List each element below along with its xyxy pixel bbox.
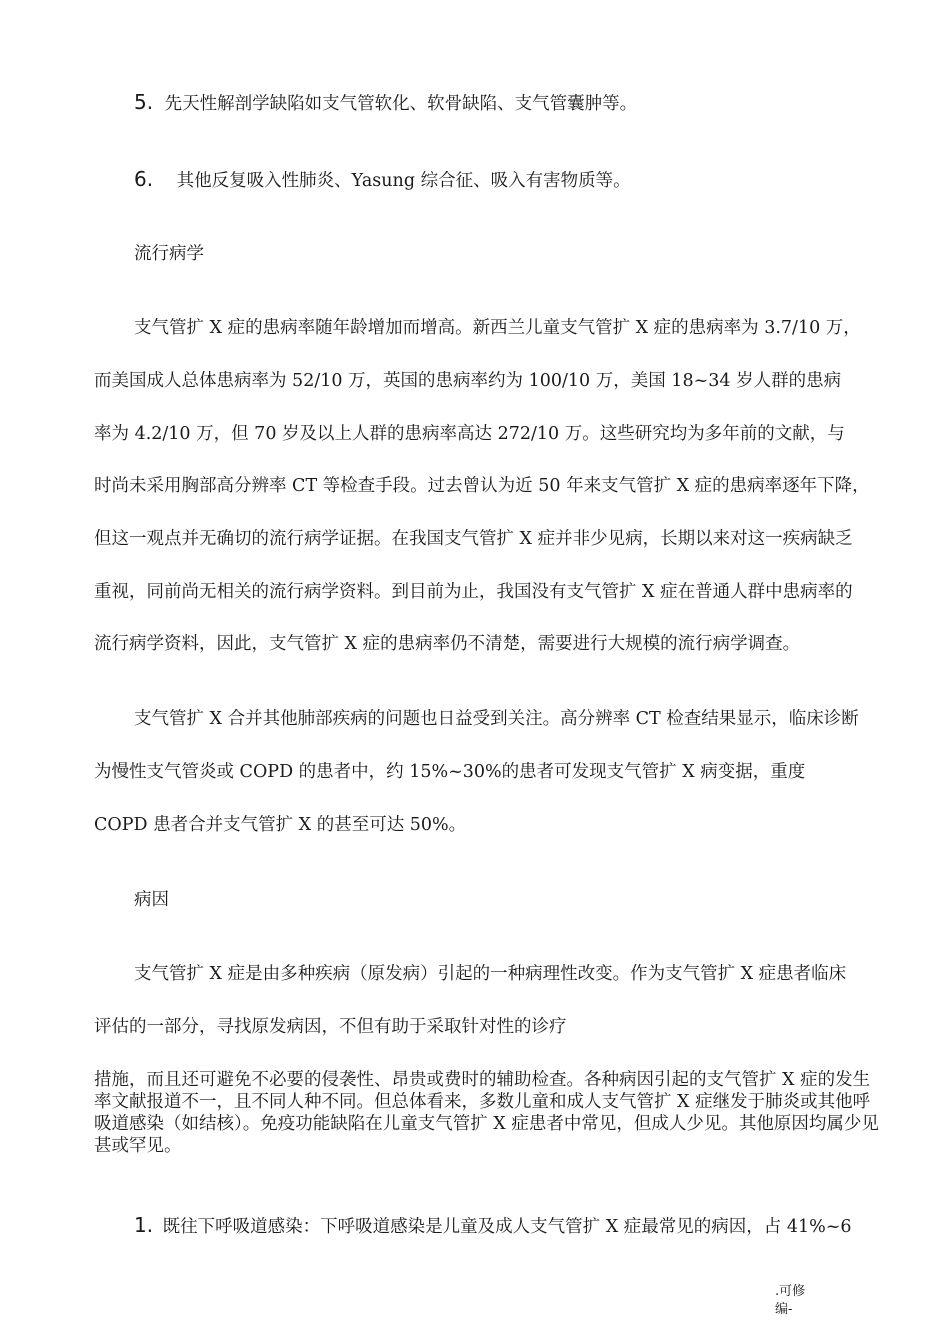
paragraph-line: 支气管扩 X 症的患病率随年龄增加而增高。新西兰儿童支气管扩 X 症的患病率为 3.7/10 万，	[134, 318, 861, 338]
paragraph-line: 但这一观点并无确切的流行病学证据。在我国支气管扩 X 症并非少见病，长期以来对这一疾病缺乏	[94, 529, 853, 549]
list-item-6	[134, 166, 631, 194]
paragraph-line: COPD 患者合并支气管扩 X 的甚至可达 50%。	[94, 815, 467, 835]
list-item-1	[134, 1212, 852, 1240]
section-heading-etiology: 病因	[134, 890, 169, 910]
item-text: 其他反复吸入性肺炎、Yasung 综合征、吸入有害物质等。	[176, 171, 631, 191]
footer-line: 编-	[775, 1302, 793, 1317]
paragraph-line: 支气管扩 X 症是由多种疾病（原发病）引起的一种病理性改变。作为支气管扩 X 症患者临床	[134, 964, 847, 984]
list-item-5	[134, 89, 637, 117]
paragraph-line: 而美国成人总体患病率为 52/10 万，英国的患病率约为 100/10 万，美国 18~34 岁人群的患病	[94, 371, 842, 391]
page-footer	[775, 1283, 805, 1319]
section-heading-epidemiology: 流行病学	[134, 244, 204, 264]
paragraph-line: 支气管扩 X 合并其他肺部疾病的问题也日益受到关注。高分辨率 CT 检查结果显示，临床诊断	[134, 709, 859, 729]
item-number: 1.	[134, 1213, 154, 1237]
item-number: 5.	[134, 90, 154, 114]
footer-line: .可修	[775, 1284, 806, 1299]
paragraph-line: 流行病学资料，因此，支气管扩 X 症的患病率仍不清楚，需要进行大规模的流行病学调查。	[94, 634, 801, 654]
paragraph-block: 措施，而且还可避免不必要的侵袭性、昂贵或费时的辅助检查。各种病因引起的支气管扩 X 症的发生率文献报道不一，且不同人种不同。但总体看来，多数儿童和成人支气管扩 X 症继发于肺炎或其他呼吸道感染（如结核）。免疫功能缺陷在儿童支气管扩 X 症患者中常见，但成人少见。其他原因均属少见甚或罕见。	[94, 1070, 879, 1156]
paragraph-line: 评估的一部分，寻找原发病因，不但有助于采取针对性的诊疗	[94, 1017, 567, 1037]
paragraph-line: 时尚未采用胸部高分辨率 CT 等检查手段。过去曾认为近 50 年来支气管扩 X 症的患病率逐年下降，	[94, 476, 870, 496]
paragraph-line: 率为 4.2/10 万，但 70 岁及以上人群的患病率高达 272/10 万。这些研究均为多年前的文献，与	[94, 424, 845, 444]
item-text: 既往下呼吸道感染：下呼吸道感染是儿童及成人支气管扩 X 症最常见的病因，占 41%~6	[162, 1217, 852, 1237]
paragraph-line: 重视，同前尚无相关的流行病学资料。到目前为止，我国没有支气管扩 X 症在普通人群中患病率的	[94, 582, 853, 602]
item-text: 先天性解剖学缺陷如支气管软化、软骨缺陷、支气管囊肿等。	[164, 94, 638, 114]
item-number: 6.	[134, 167, 154, 191]
paragraph-line: 为慢性支气管炎或 COPD 的患者中，约 15%~30%的患者可发现支气管扩 X 病变据，重度	[94, 762, 806, 782]
